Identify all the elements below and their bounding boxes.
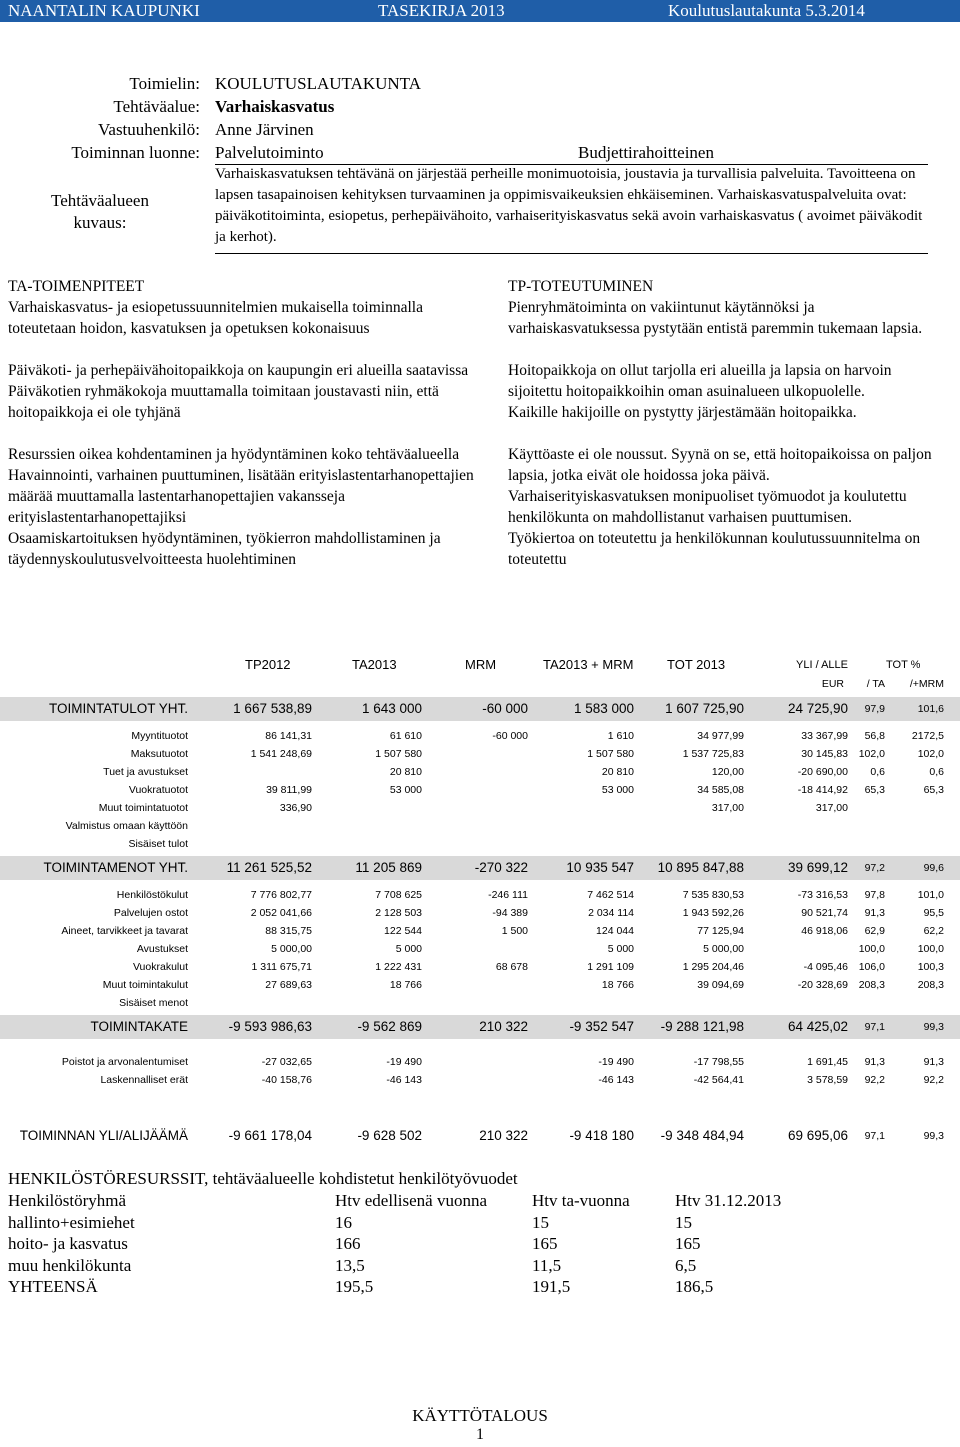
budget-type: Budjettirahoitteinen	[578, 143, 714, 162]
ta-item: Resurssien oikea kohdentaminen ja hyödyntäminen koko tehtäväalueella Havainnointi, varhainen puuttuminen, lisätään erityislastentarhanopettajien määrää muuttamalla lastentarhanopettajien vakansseja erityislastentarhanopettajiksi Osaamiskartoituksen hyödyntäminen, työkierron mahdollistaminen ja täydennyskoulutusvelvoitteesta huolehtiminen	[8, 446, 474, 568]
row-value: 34 585,08	[697, 784, 744, 796]
row-value: 5 000	[607, 943, 634, 955]
row-label: Vuokratuotot	[128, 784, 188, 796]
row-value: 56,8	[864, 730, 885, 742]
row-value: 1 610	[607, 730, 634, 742]
row-value: 90 521,74	[801, 907, 848, 919]
row-label: Poistot ja arvonalentumiset	[61, 1056, 188, 1068]
row-value: 1 500	[501, 925, 528, 937]
col-header: TA2013 + MRM	[543, 657, 634, 672]
col-subheader: /+MRM	[909, 678, 944, 690]
row-value: 1 507 580	[587, 748, 634, 760]
ta-item: Päiväkoti- ja perhepäivähoitopaikkoja on kaupungin eri alueilla saatavissa Päiväkotien ryhmäkokoja muuttamalla toimitaan joustavasti niin, että hoitopaikkoja ei ole tyhjänä	[8, 362, 469, 421]
row-value: 102,0	[858, 748, 885, 760]
personnel-header: Henkilöstöryhmä	[8, 1191, 127, 1210]
row-value: -27 032,65	[261, 1056, 312, 1068]
row-value: 7 776 802,77	[250, 889, 312, 901]
org-name: NAANTALIN KAUPUNKI	[8, 1, 200, 20]
row-label: Valmistus omaan käyttöön	[65, 820, 188, 832]
personnel-cell: 165	[532, 1234, 558, 1253]
personnel-cell: 191,5	[532, 1277, 571, 1296]
finance-row	[0, 958, 960, 976]
row-value: 97,8	[864, 889, 885, 901]
personnel-header: Htv edellisenä vuonna	[335, 1191, 488, 1210]
col-header: MRM	[465, 657, 497, 672]
row-value: 1 507 580	[375, 748, 422, 760]
row-label: Henkilöstökulut	[116, 889, 188, 901]
section-title: KÄYTTÖTALOUS	[412, 1406, 548, 1425]
row-value: 24 725,90	[787, 701, 848, 716]
page-number: 1	[476, 1426, 484, 1443]
personnel-title: HENKILÖSTÖRESURSSIT, tehtäväalueelle kohdistetut henkilötyövuodet	[8, 1169, 518, 1188]
row-value: -246 111	[488, 889, 528, 901]
row-value: 1 643 000	[361, 701, 422, 716]
ta-item: Varhaiskasvatus- ja esiopetussuunnitelmien mukaisella toiminnalla toteutetaan hoidon, kasvatuksen ja opetuksen kokonaisuus	[8, 299, 423, 337]
row-value: -9 288 121,98	[660, 1019, 744, 1034]
personnel-cell: 13,5	[335, 1255, 365, 1275]
row-label: TOIMINTATULOT YHT.	[48, 701, 188, 716]
row-value: -42 564,41	[693, 1074, 744, 1086]
row-value: 92,2	[864, 1074, 885, 1086]
row-value: 2 034 114	[588, 907, 634, 919]
row-value: 39 699,12	[787, 860, 848, 875]
row-value: -73 316,53	[797, 889, 848, 901]
row-value: 1 311 675,71	[251, 961, 312, 973]
personnel-cell: YHTEENSÄ	[8, 1277, 98, 1296]
row-value: 317,00	[815, 802, 848, 814]
row-value: 210 322	[479, 1128, 528, 1143]
row-value: 33 367,99	[801, 730, 848, 742]
tp-item: Hoitopaikkoja on ollut tarjolla eri alueilla ja lapsia on harvoin sijoitettu hoitopaikkoihin oman asuinalueen ulkopuolelle. Kaikille hakijoille on pystytty järjestämään hoitopaikka.	[508, 362, 892, 421]
row-value: 1 295 204,46	[682, 961, 744, 973]
row-value: 39 094,69	[697, 979, 744, 991]
row-value: 97,9	[864, 703, 885, 715]
row-value: 20 810	[389, 766, 422, 778]
row-value: -40 158,76	[261, 1074, 312, 1086]
row-value: 20 810	[601, 766, 634, 778]
row-value: 18 766	[601, 979, 634, 991]
row-label: Myyntituotot	[131, 730, 188, 742]
row-value: 95,5	[923, 907, 944, 919]
row-value: -4 095,46	[803, 961, 848, 973]
row-value: 1 541 248,69	[250, 748, 312, 760]
row-value: 69 695,06	[787, 1128, 848, 1143]
row-value: 100,0	[917, 943, 944, 955]
description-label: Tehtäväalueen kuvaus:	[51, 191, 149, 232]
personnel-cell: 15	[532, 1212, 549, 1232]
row-label: TOIMINTAKATE	[90, 1019, 188, 1034]
row-value: 102,0	[917, 748, 944, 760]
board-date: Koulutuslautakunta 5.3.2014	[668, 1, 865, 20]
row-value: 1 291 109	[587, 961, 634, 973]
row-value: 18 766	[389, 979, 422, 991]
row-value: 1 667 538,89	[233, 701, 312, 716]
row-value: 92,2	[923, 1074, 944, 1086]
row-value: 1 222 431	[375, 961, 422, 973]
row-label: Aineet, tarvikkeet ja tavarat	[61, 925, 188, 937]
row-value: 100,0	[858, 943, 885, 955]
row-value: 77 125,94	[697, 925, 744, 937]
row-value: 46 918,06	[801, 925, 848, 937]
finance-row	[0, 994, 960, 1012]
row-value: 1 943 592,26	[682, 907, 744, 919]
tp-item: Pienryhmätoiminta on vakiintunut käytännöksi ja varhaiskasvatuksessa pystytään entistä paremmin tukemaan lapsia.	[508, 299, 923, 337]
row-value: -46 143	[598, 1074, 634, 1086]
col-header: TA2013	[352, 657, 397, 672]
row-value: 99,3	[923, 1021, 944, 1033]
row-value: 34 977,99	[697, 730, 744, 742]
label-vastuuhenkilo: Vastuuhenkilö:	[98, 120, 200, 139]
row-label: Sisäiset menot	[119, 997, 188, 1009]
value-tehtavaalue: Varhaiskasvatus	[215, 97, 335, 116]
row-label: Tuet ja avustukset	[103, 766, 188, 778]
col-header: TOT %	[886, 659, 921, 671]
row-value: 2 052 041,66	[250, 907, 312, 919]
col-subheader: / TA	[866, 678, 885, 690]
finance-row	[0, 697, 960, 721]
finance-header-row	[0, 654, 960, 676]
col-header: YLI / ALLE	[796, 659, 848, 671]
personnel-cell: 15	[675, 1212, 692, 1232]
description-text: Varhaiskasvatuksen tehtävänä on järjestää perheille monimuotoisia, joustavia ja turvallisia palveluita. Tavoitteena on lapsen tasapainoisen kehityksen turvaaminen ja oppimisvaikeuksien ehkäiseminen. Varhaiskasvatuspalveluita ovat: päiväkotitoiminta, esiopetus, perhepäivähoito, varhaiserityiskasvatus sekä avoin varhaiskasvatus ( avoimet päiväkodit ja kerhot).	[215, 166, 923, 245]
row-value: -94 389	[492, 907, 528, 919]
row-value: 11 261 525,52	[226, 860, 312, 875]
row-value: 53 000	[389, 784, 422, 796]
row-value: 97,2	[864, 862, 885, 874]
row-value: -46 143	[386, 1074, 422, 1086]
row-value: 120,00	[711, 766, 744, 778]
row-value: -270 322	[474, 860, 528, 875]
row-value: 91,3	[864, 1056, 885, 1068]
personnel-cell: 11,5	[532, 1255, 562, 1275]
row-label: TOIMINNAN YLI/ALIJÄÄMÄ	[19, 1128, 188, 1143]
row-value: 317,00	[711, 802, 744, 814]
finance-row	[0, 940, 960, 958]
row-value: 2 128 503	[375, 907, 422, 919]
personnel-cell: 195,5	[335, 1277, 374, 1296]
row-value: -20 328,69	[797, 979, 848, 991]
personnel-cell: 186,5	[675, 1277, 714, 1296]
row-value: -9 562 869	[357, 1019, 422, 1034]
finance-row	[0, 886, 960, 904]
row-value: 7 462 514	[587, 889, 634, 901]
row-value: 30 145,83	[801, 748, 848, 760]
row-label: Laskennalliset erät	[100, 1074, 188, 1086]
ta-actions	[8, 276, 478, 591]
row-value: -19 490	[598, 1056, 634, 1068]
row-value: 210 322	[479, 1019, 528, 1034]
row-value: -9 352 547	[569, 1019, 634, 1034]
row-value: 62,9	[864, 925, 885, 937]
row-value: 27 689,63	[265, 979, 312, 991]
row-value: 99,3	[923, 1130, 944, 1142]
row-value: -9 661 178,04	[228, 1128, 312, 1143]
row-value: 122 544	[384, 925, 422, 937]
personnel-header: Htv 31.12.2013	[675, 1191, 782, 1210]
row-value: 61 610	[389, 730, 422, 742]
row-value: -19 490	[386, 1056, 422, 1068]
row-value: 91,3	[923, 1056, 944, 1068]
row-label: Maksutuotot	[130, 748, 188, 760]
personnel-cell: 166	[335, 1234, 361, 1253]
row-value: 68 678	[495, 961, 528, 973]
row-value: 5 000	[395, 943, 422, 955]
row-value: 97,1	[864, 1021, 885, 1033]
finance-row	[0, 1015, 960, 1039]
finance-subheader-row	[0, 675, 960, 693]
finance-row	[0, 1071, 960, 1089]
finance-row	[0, 904, 960, 922]
finance-row	[0, 763, 960, 781]
row-value: -60 000	[482, 701, 528, 716]
row-value: 86 141,31	[265, 730, 312, 742]
label-toimielin: Toimielin:	[129, 74, 200, 93]
row-value: 336,90	[279, 802, 312, 814]
row-value: -20 690,00	[797, 766, 848, 778]
row-value: 1 691,45	[807, 1056, 848, 1068]
row-value: 124 044	[596, 925, 634, 937]
finance-row	[0, 727, 960, 745]
row-value: 208,3	[858, 979, 885, 991]
row-value: 1 583 000	[573, 701, 634, 716]
row-label: Palvelujen ostot	[113, 907, 188, 919]
row-label: Muut toimintatuotot	[98, 802, 188, 814]
row-value: 62,2	[923, 925, 944, 937]
row-value: 7 535 830,53	[682, 889, 744, 901]
finance-row	[0, 835, 960, 853]
tp-results	[508, 276, 948, 591]
row-value: -18 414,92	[797, 784, 848, 796]
col-header: TOT 2013	[667, 657, 726, 672]
row-label: TOIMINTAMENOT YHT.	[43, 860, 188, 875]
row-value: 39 811,99	[266, 784, 312, 796]
row-value: -9 418 180	[569, 1128, 634, 1143]
row-value: 65,3	[923, 784, 944, 796]
tp-item: Käyttöaste ei ole noussut. Syynä on se, että hoitopaikoissa on paljon lapsia, jotka eivät ole hoidossa joka päivä. Varhaiserityiskasvatuksen monipuoliset työmuodot ja koulutettu henkilökunta on mahdollistanut varhaisen puuttumisen. Työkiertoa on toteutettu ja henkilökunnan koulutussuunnitelma on toteutettu	[508, 446, 932, 568]
row-value: 101,6	[917, 703, 944, 715]
value-vastuuhenkilo: Anne Järvinen	[215, 120, 314, 139]
row-value: 11 205 869	[355, 860, 422, 875]
row-value: 106,0	[858, 961, 885, 973]
personnel-cell: muu henkilökunta	[8, 1255, 132, 1275]
value-toimielin: KOULUTUSLAUTAKUNTA	[215, 74, 421, 93]
personnel-cell: 165	[675, 1234, 701, 1253]
row-value: 1 607 725,90	[665, 701, 744, 716]
row-value: 10 935 547	[566, 860, 634, 875]
ta-title: TA-TOIMENPITEET	[8, 278, 145, 295]
row-value: 7 708 625	[375, 889, 422, 901]
row-label: Vuokrakulut	[132, 961, 188, 973]
personnel-header: Htv ta-vuonna	[532, 1191, 630, 1210]
row-value: -60 000	[492, 730, 528, 742]
row-label: Muut toimintakulut	[102, 979, 188, 991]
row-value: 3 578,59	[807, 1074, 848, 1086]
finance-row	[0, 1124, 960, 1148]
row-label: Avustukset	[136, 943, 188, 955]
finance-row	[0, 856, 960, 880]
row-label: Sisäiset tulot	[128, 838, 188, 850]
row-value: -9 593 986,63	[228, 1019, 312, 1034]
col-header: TP2012	[245, 657, 291, 672]
top-bar	[0, 0, 960, 22]
value-luonne: Palvelutoiminto	[215, 143, 324, 162]
row-value: 99,6	[923, 862, 944, 874]
personnel-cell: 6,5	[675, 1255, 697, 1275]
row-value: 97,1	[864, 1130, 885, 1142]
row-value: -9 348 484,94	[660, 1128, 744, 1143]
finance-row	[0, 817, 960, 835]
row-value: 65,3	[864, 784, 885, 796]
row-value: 1 537 725,83	[682, 748, 744, 760]
finance-row	[0, 799, 960, 817]
col-subheader: EUR	[821, 678, 844, 690]
finance-row	[0, 781, 960, 799]
row-value: 2172,5	[911, 730, 944, 742]
row-value: 91,3	[864, 907, 885, 919]
finance-row	[0, 976, 960, 994]
finance-row	[0, 922, 960, 940]
label-luonne: Toiminnan luonne:	[71, 143, 200, 162]
row-value: 0,6	[929, 766, 944, 778]
row-value: 101,0	[917, 889, 944, 901]
row-value: 0,6	[870, 766, 885, 778]
row-value: -17 798,55	[693, 1056, 744, 1068]
personnel-cell: 16	[335, 1212, 352, 1232]
tp-title: TP-TOTEUTUMINEN	[508, 278, 654, 295]
row-value: 208,3	[917, 979, 944, 991]
finance-row	[0, 745, 960, 763]
divider	[215, 253, 928, 254]
personnel-cell: hoito- ja kasvatus	[8, 1234, 128, 1253]
row-value: 5 000,00	[703, 943, 744, 955]
row-value: 88 315,75	[265, 925, 312, 937]
row-value: 10 895 847,88	[657, 860, 744, 875]
personnel-cell: hallinto+esimiehet	[8, 1212, 135, 1232]
doc-title: TASEKIRJA 2013	[378, 1, 505, 20]
row-value: 5 000,00	[271, 943, 312, 955]
row-value: 100,3	[917, 961, 944, 973]
row-value: 64 425,02	[787, 1019, 848, 1034]
finance-row	[0, 1053, 960, 1071]
row-value: -9 628 502	[357, 1128, 422, 1143]
label-tehtavaalue: Tehtäväalue:	[113, 97, 200, 116]
row-value: 53 000	[601, 784, 634, 796]
